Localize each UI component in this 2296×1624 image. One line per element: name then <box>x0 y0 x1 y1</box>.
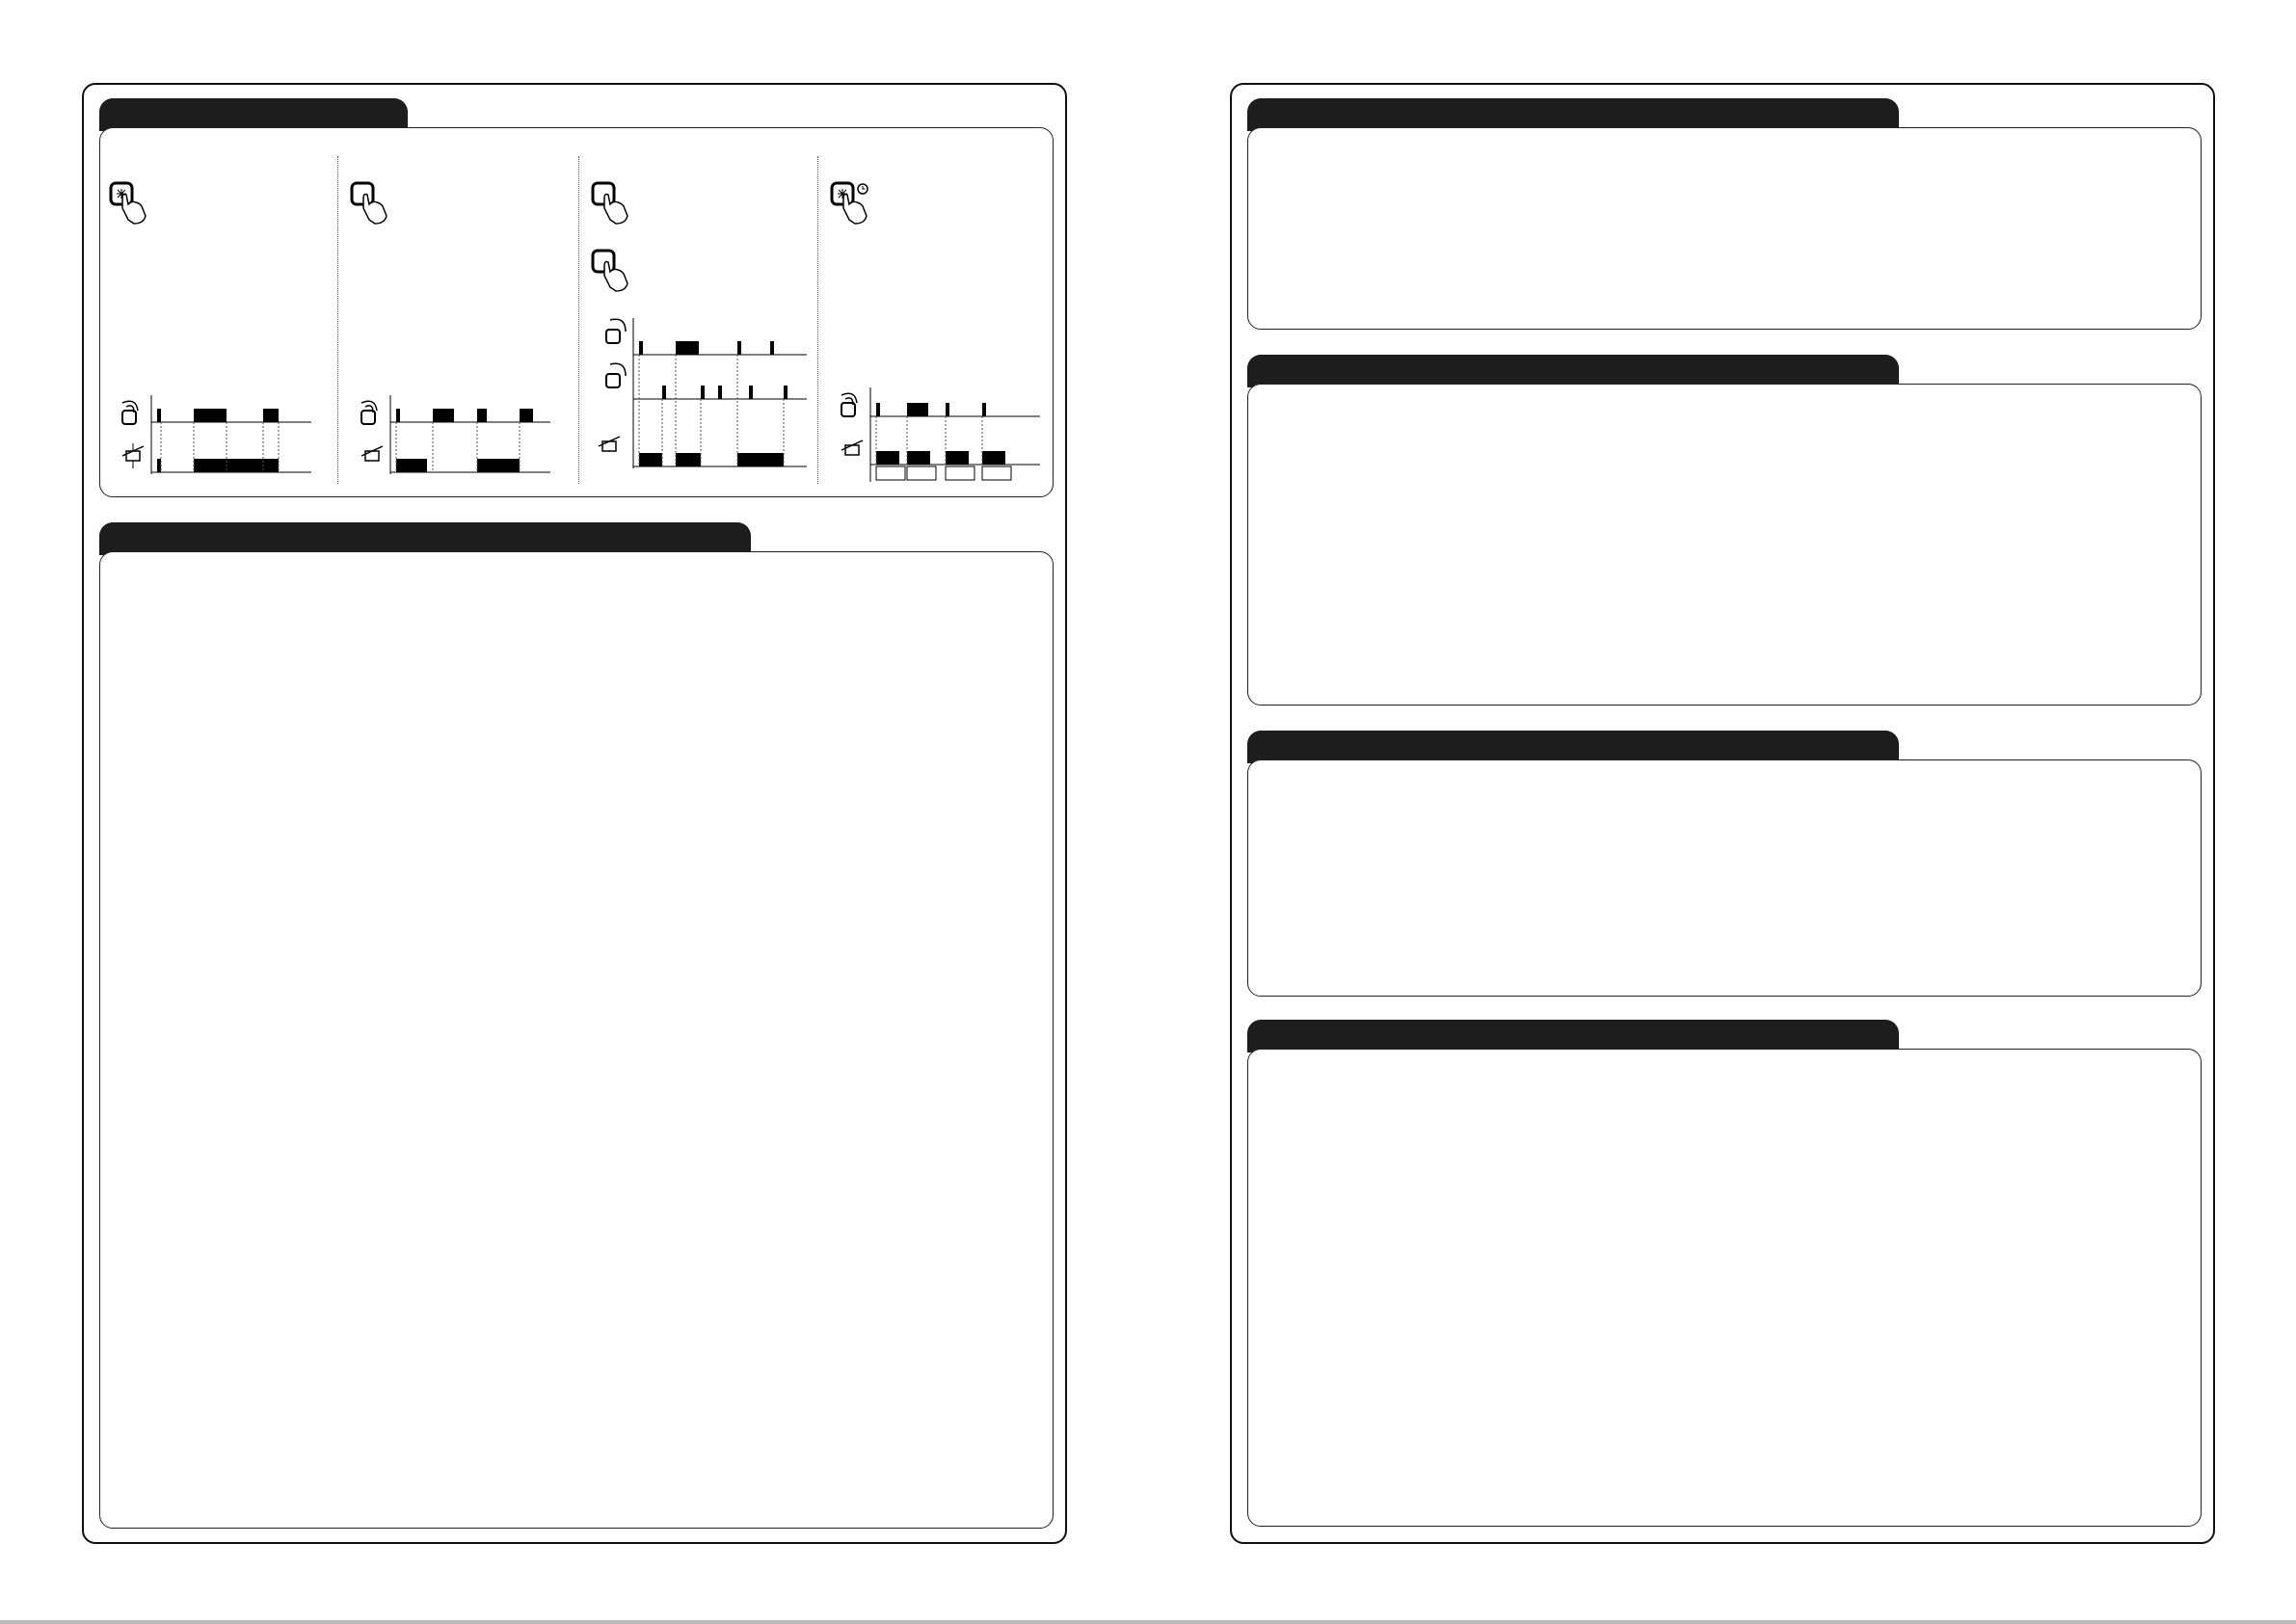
spec-table <box>1265 1070 2188 1413</box>
buttons-tab <box>1247 98 1899 131</box>
buttons-panel <box>1247 127 2202 330</box>
timing-diagram-mode2 <box>358 393 570 480</box>
timing-diagram-mode4 <box>838 384 1050 484</box>
delete-panel <box>1247 384 2202 706</box>
pairing-tab <box>99 522 751 555</box>
reset-tab <box>1247 731 1899 763</box>
clock-icon <box>857 183 868 195</box>
push-button-icon <box>109 181 149 226</box>
right-page <box>1230 83 2215 1544</box>
left-page <box>82 83 1067 1544</box>
pairing-panel <box>99 551 1054 1529</box>
reset-panel <box>1247 759 2202 997</box>
pairing-section <box>99 522 1054 1529</box>
timing-diagram-mode1 <box>119 393 331 480</box>
divider <box>578 156 579 484</box>
buttons-section <box>1247 98 2202 330</box>
divider <box>817 156 818 484</box>
modes-tab <box>99 98 408 131</box>
modes-section <box>99 98 1054 497</box>
push-button-icon <box>591 181 631 226</box>
specs-tab <box>1247 1020 1899 1052</box>
timing-diagram-mode3 <box>591 314 813 488</box>
divider <box>337 156 338 484</box>
page-footer-bar <box>0 1620 2296 1624</box>
delete-tab <box>1247 355 1899 387</box>
delete-section <box>1247 355 2202 706</box>
specs-section <box>1247 1020 2202 1527</box>
reset-section <box>1247 731 2202 997</box>
push-button-icon <box>591 249 631 293</box>
push-button-icon <box>350 181 390 226</box>
